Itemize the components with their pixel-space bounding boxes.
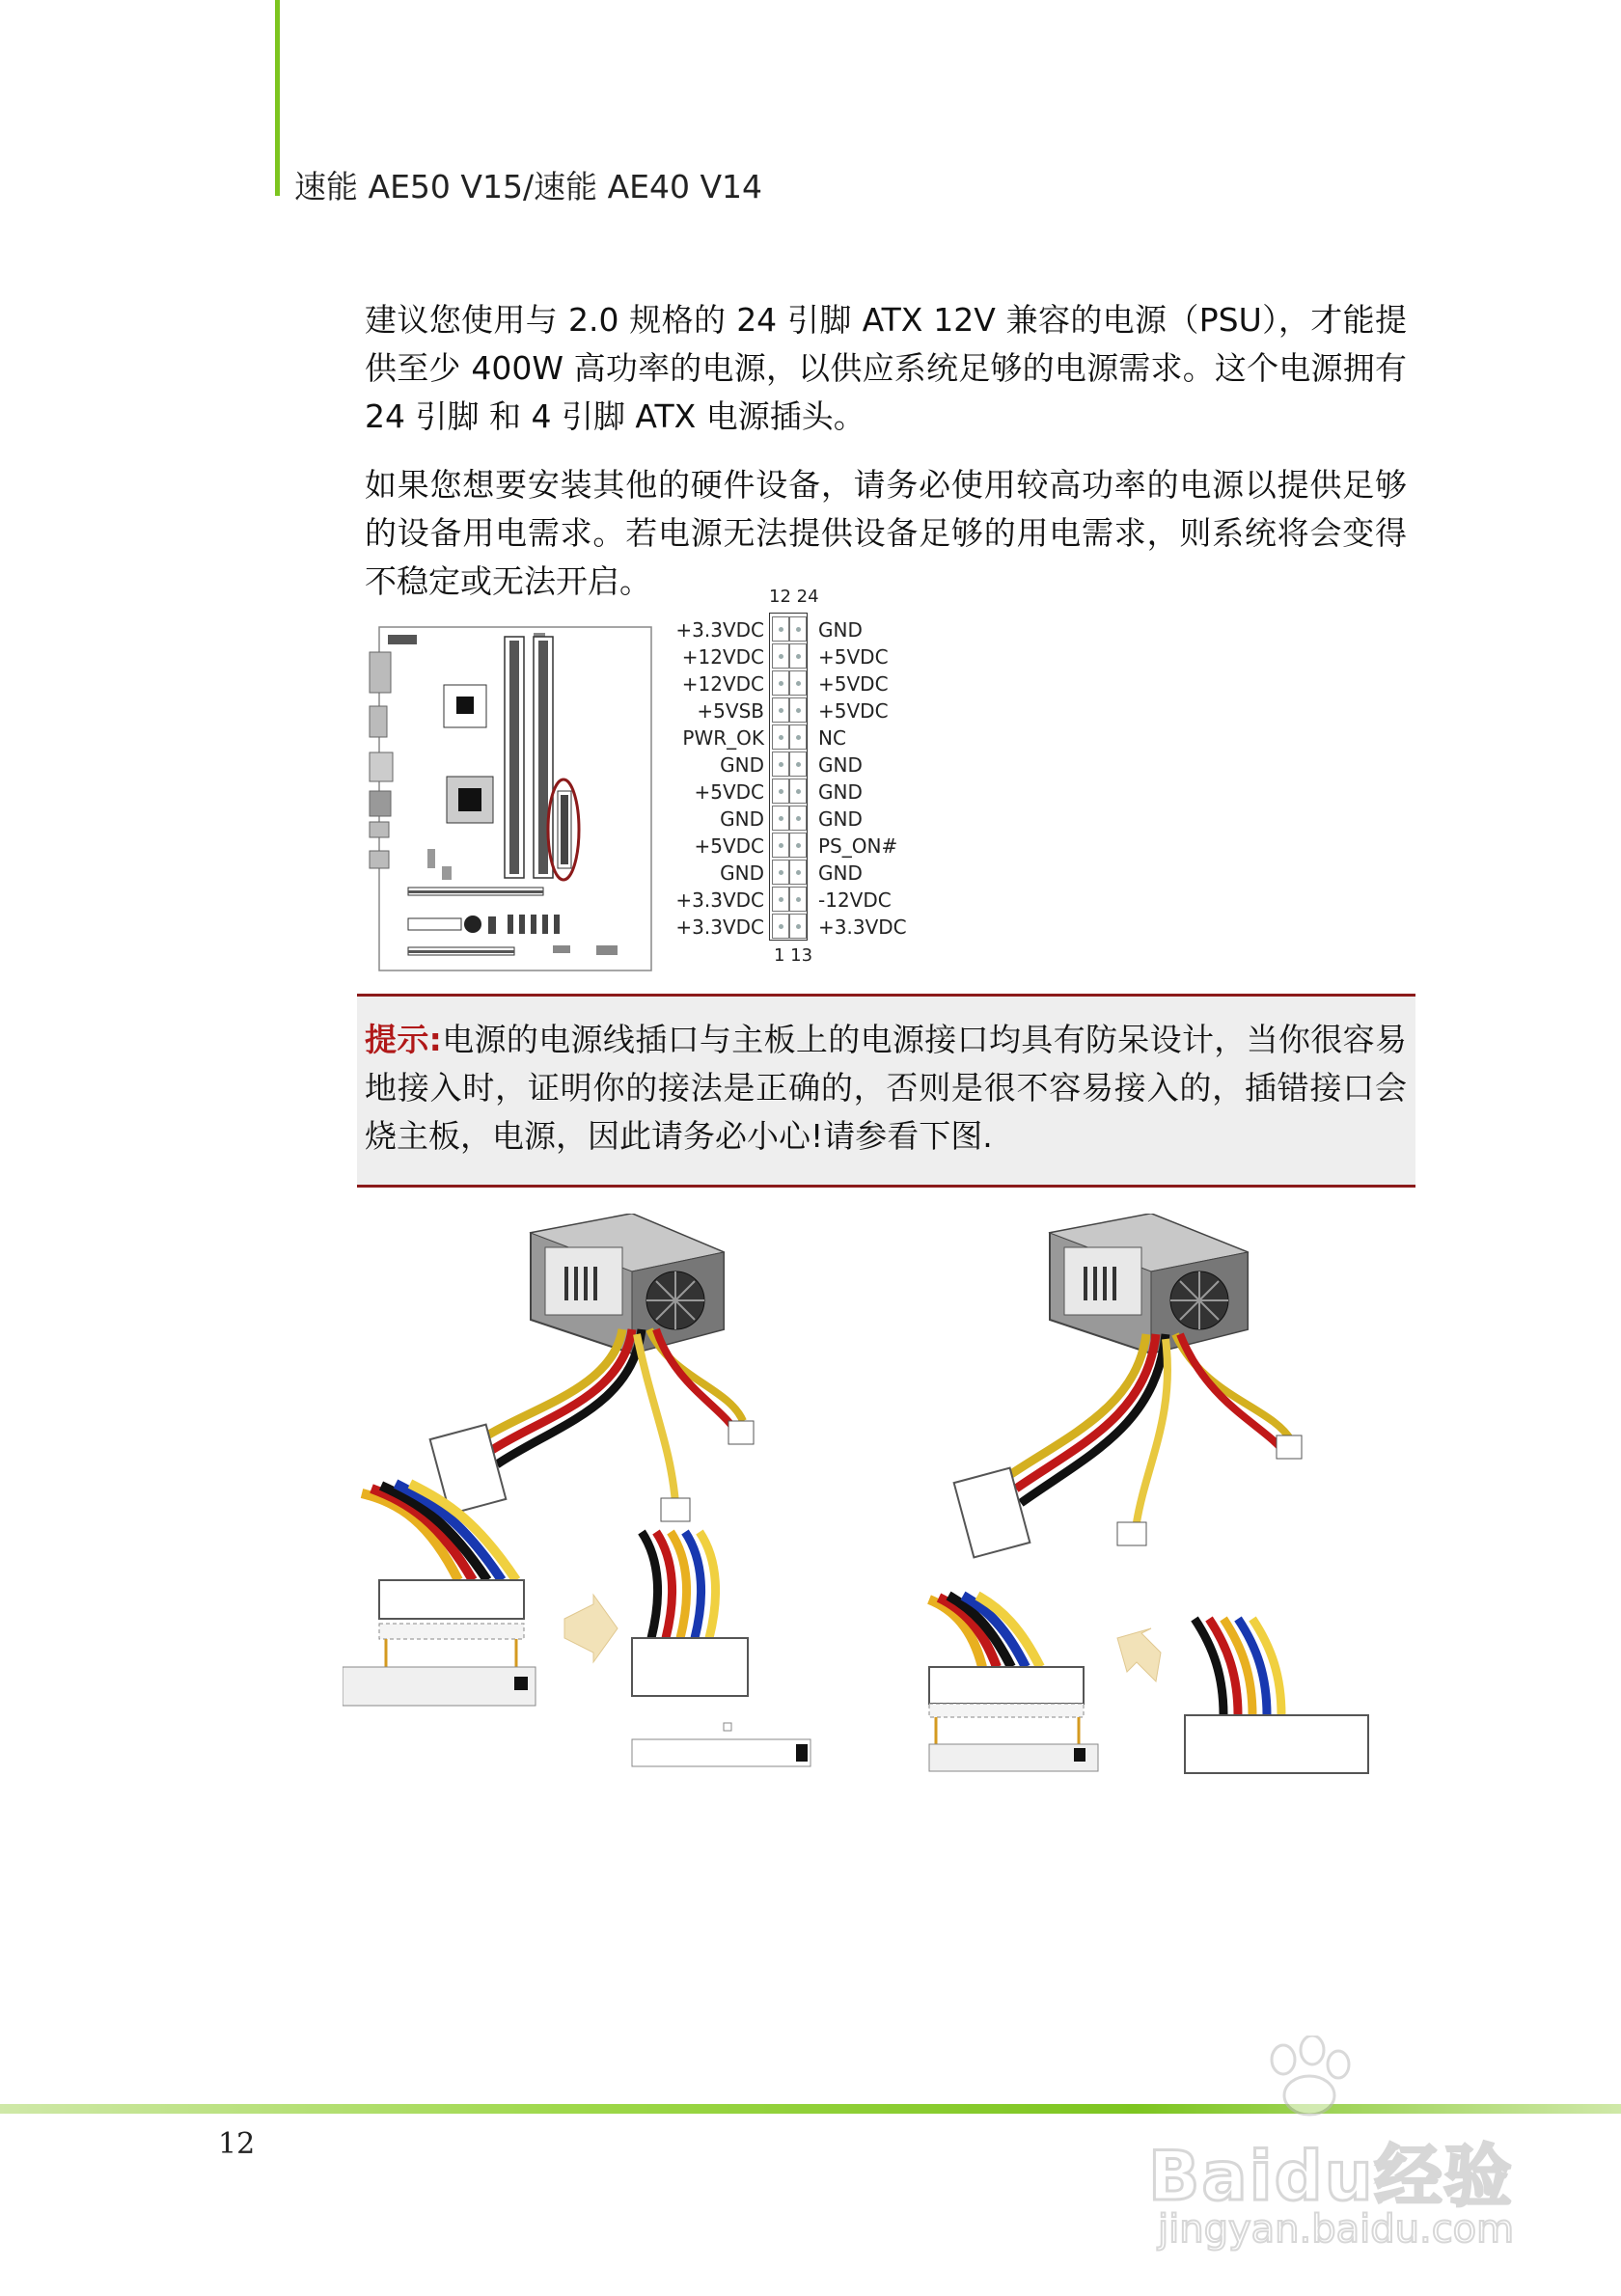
pin-cell bbox=[789, 806, 807, 831]
pin-label-left: GND bbox=[720, 807, 764, 831]
motherboard-diagram bbox=[365, 579, 660, 980]
motherboard-drawing bbox=[365, 617, 660, 980]
pin-label-left: +5VDC bbox=[694, 780, 764, 804]
pin-cell bbox=[789, 697, 807, 723]
pin-label-right: GND bbox=[818, 753, 863, 777]
tip-label: 提示: bbox=[365, 1021, 442, 1058]
pin-cell bbox=[789, 887, 807, 912]
pin-label-right: GND bbox=[818, 618, 863, 642]
pin-cell bbox=[789, 833, 807, 858]
pinout-bottom-numbers: 1 13 bbox=[774, 945, 813, 966]
pin-cell bbox=[772, 670, 789, 696]
pin-label-left: +12VDC bbox=[681, 672, 764, 696]
tip-body: 电源的电源线插口与主板上的电源接口均具有防呆设计，当你很容易地接入时，证明你的接法是正确的，否则是很不容易接入的，插错接口会烧主板，电源，因此请务必小心!请参看下图. bbox=[365, 1021, 1407, 1155]
pin-cell bbox=[789, 724, 807, 750]
pin-cell bbox=[789, 914, 807, 939]
baidu-jingyan-watermark bbox=[1148, 2036, 1544, 2257]
pin-cell bbox=[772, 752, 789, 777]
pin-label-right: PS_ON# bbox=[818, 834, 898, 858]
pin-label-left: +3.3VDC bbox=[675, 888, 764, 912]
pin-label-left: +12VDC bbox=[681, 645, 764, 669]
page-header-title: 速能 AE50 V15/速能 AE40 V14 bbox=[294, 168, 763, 205]
pin-label-right: GND bbox=[818, 807, 863, 831]
pin-cell bbox=[789, 779, 807, 804]
watermark-brand: Baidu经验 bbox=[1148, 2137, 1514, 2216]
pin-cell bbox=[772, 724, 789, 750]
pin-label-left: GND bbox=[720, 753, 764, 777]
pin-label-right: -12VDC bbox=[818, 888, 892, 912]
pin-cell bbox=[772, 833, 789, 858]
pin-label-left: +5VDC bbox=[694, 834, 764, 858]
pin-label-right: GND bbox=[818, 861, 863, 885]
pin-cell bbox=[789, 616, 807, 642]
pinout-connector-grid bbox=[769, 613, 808, 941]
pin-label-right: +3.3VDC bbox=[818, 916, 907, 939]
pin-cell bbox=[772, 779, 789, 804]
pin-cell bbox=[789, 643, 807, 669]
pin-label-right: +5VDC bbox=[818, 699, 889, 723]
pin-label-right: +5VDC bbox=[818, 672, 889, 696]
atx-24pin-pinout bbox=[673, 579, 963, 980]
pin-cell bbox=[772, 914, 789, 939]
pin-cell bbox=[772, 616, 789, 642]
pin-cell bbox=[772, 860, 789, 885]
pin-label-right: +5VDC bbox=[818, 645, 889, 669]
pin-cell bbox=[772, 806, 789, 831]
tip-box bbox=[357, 994, 1415, 1188]
pinout-top-numbers: 12 24 bbox=[769, 587, 819, 607]
pin-label-left: +3.3VDC bbox=[675, 618, 764, 642]
pin-label-left: GND bbox=[720, 861, 764, 885]
pin-cell bbox=[789, 670, 807, 696]
paragraph-psu-requirement: 建议您使用与 2.0 规格的 24 引脚 ATX 12V 兼容的电源（PSU），才能提供至少 400W 高功率的电源，以供应系统足够的电源需求。这个电源拥有 24 引脚 和 4 引脚 ATX 电源插头。 bbox=[365, 301, 1407, 435]
pin-cell bbox=[789, 752, 807, 777]
pin-cell bbox=[772, 697, 789, 723]
pin-label-right: NC bbox=[818, 726, 846, 750]
psu-connection-illustration-right bbox=[924, 1214, 1378, 1778]
pin-cell bbox=[772, 643, 789, 669]
psu-connection-illustration-left bbox=[343, 1214, 825, 1778]
paw-icon bbox=[1250, 2036, 1365, 2122]
tip-text-block bbox=[365, 1016, 1407, 1161]
pin-cell bbox=[789, 860, 807, 885]
pin-label-left: +5VSB bbox=[697, 699, 764, 723]
paragraph-power-warning: 如果您想要安装其他的硬件设备，请务必使用较高功率的电源以提供足够的设备用电需求。若电源无法提供设备足够的用电需求，则系统将会变得不稳定或无法开启。 bbox=[365, 466, 1407, 600]
pin-label-left: +3.3VDC bbox=[675, 916, 764, 939]
header-accent-bar bbox=[275, 0, 280, 196]
pin-label-left: PWR_OK bbox=[682, 726, 764, 750]
pin-label-right: GND bbox=[818, 780, 863, 804]
watermark-url: jingyan.baidu.com bbox=[1158, 2207, 1515, 2252]
diagram-row bbox=[365, 579, 1175, 980]
pin-cell bbox=[772, 887, 789, 912]
page-number: 12 bbox=[218, 2127, 256, 2161]
